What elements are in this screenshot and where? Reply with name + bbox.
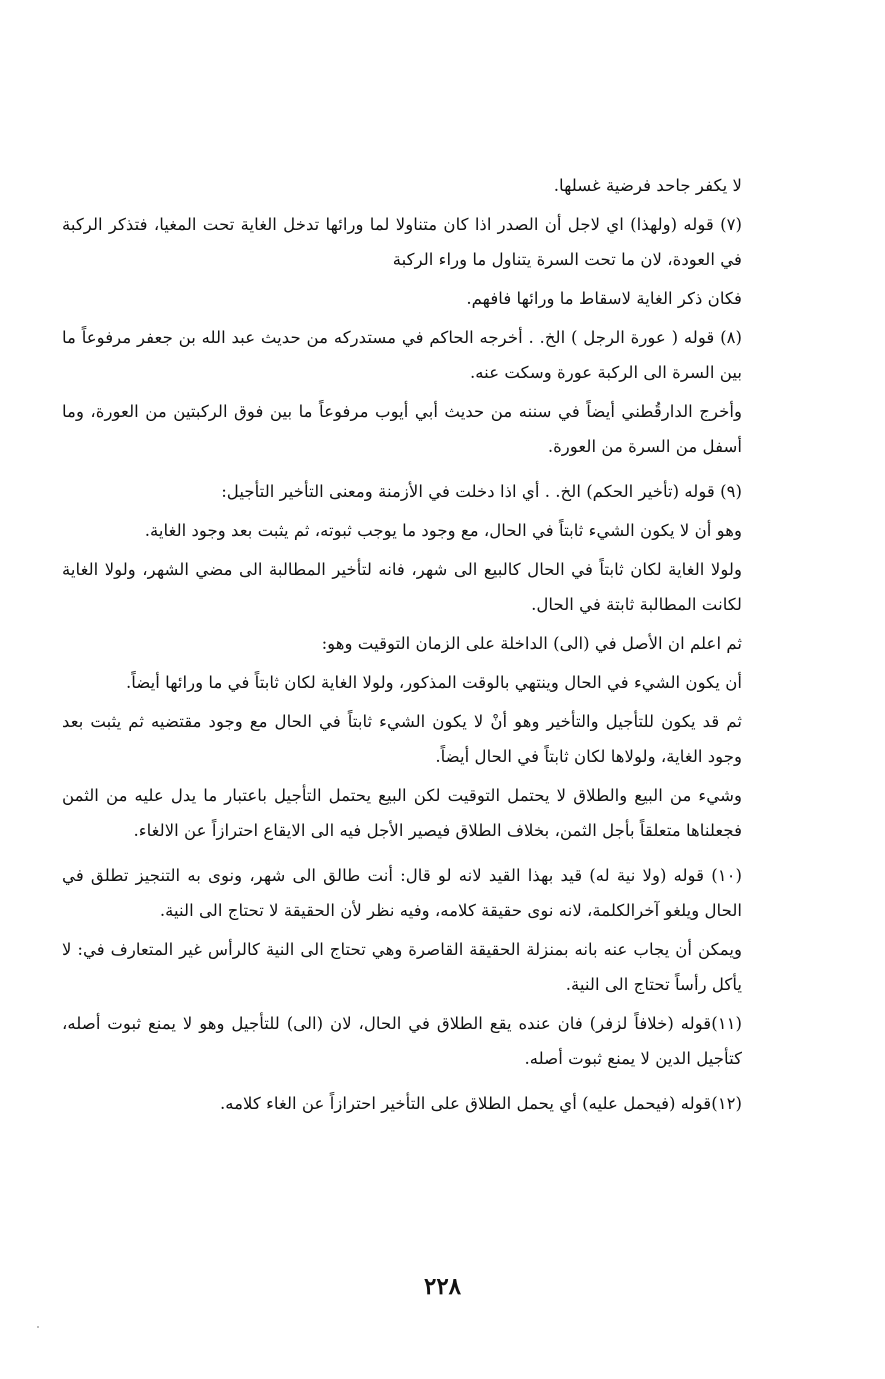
note-7-conclusion: فكان ذكر الغاية لاسقاط ما ورائها فافهم.	[466, 289, 742, 308]
note-9: (٩) قوله (تأخير الحكم) الخ. . أي اذا دخلت في الأزمنة ومعنى التأخير التأجيل:	[221, 482, 742, 501]
note-10: (١٠) قوله (ولا نية له) قيد بهذا القيد لانه لو قال: أنت طالق الى شهر، ونوى به التنجيز تطلق في الحال ويلغو آخرالكلمة، لانه نوى حقيقة كلامه، وفيه نظر لأن الحقيقة لا تحتاج الى النية.	[62, 866, 742, 920]
note-9-sale-divorce: وشيء من البيع والطلاق لا يحتمل التوقيت لكن البيع يحتمل التأجيل باعتبار ما يدل عليه من الثمن فجعلناها متعلقاً بأجل الثمن، بخلاف الطلاق فيصير الأجل فيه الى الايقاع احترازاً عن الالغاء.	[62, 786, 742, 840]
note-8-daraqutni: وأخرج الدارقُطني أيضاً في سننه من حديث أبي أيوب مرفوعاً ما بين فوق الركبتين من العورة، وما أسفل من السرة من العورة.	[62, 402, 742, 456]
note-12: (١٢)قوله (فيحمل عليه) أي يحمل الطلاق على التأخير احترازاً عن الغاء كلامه.	[219, 1094, 742, 1113]
note-9-example: ولولا الغاية لكان ثابتاً في الحال كالبيع الى شهر، فانه لتأخير المطالبة الى مضي الشهر، ولولا الغاية لكانت المطالبة ثابتة في الحال.	[62, 560, 742, 614]
note-9-principle: ثم اعلم ان الأصل في (الى) الداخلة على الزمان التوقيت وهو:	[321, 634, 742, 653]
note-9-principle-detail: أن يكون الشيء في الحال وينتهي بالوقت المذكور، ولولا الغاية لكان ثابتاً في ما ورائها أيضاً.	[125, 673, 742, 692]
note-9-deferral: ثم قد يكون للتأجيل والتأخير وهو أنْ لا يكون الشيء ثابتاً في الحال مع وجود مقتضيه ثم يثبت بعد وجود الغاية، ولولاها لكان ثابتاً في الحال أيضاً.	[62, 712, 742, 766]
paragraph-1: لا يكفر جاحد فرضية غسلها.	[553, 176, 742, 195]
scan-speck	[37, 1326, 39, 1328]
note-11: (١١)قوله (خلافاً لزفر) فان عنده يقع الطلاق في الحال، لان (الى) للتأجيل وهو لا يمنع ثبوت أصله، كتأجيل الدين لا يمنع ثبوت أصله.	[62, 1014, 742, 1068]
note-7: (٧) قوله (ولهذا) اي لاجل أن الصدر اذا كان متناولا لما ورائها تدخل الغاية تحت المغيا، فتذكر الركبة في العودة، لان ما تحت السرة يتناول ما وراء الركبة	[62, 215, 742, 269]
note-8: (٨) قوله ( عورة الرجل ) الخ. . أخرجه الحاكم في مستدركه من حديث عبد الله بن جعفر مرفوعاً ما بين السرة الى الركبة عورة وسكت عنه.	[62, 328, 742, 382]
note-10-answer: ويمكن أن يجاب عنه بانه بمنزلة الحقيقة القاصرة وهي تحتاج الى النية كالرأس غير المتعارف في: لا يأكل رأساً تحتاج الى النية.	[62, 940, 742, 994]
note-9-definition: وهو أن لا يكون الشيء ثابتاً في الحال، مع وجود ما يوجب ثبوته، ثم يثبت بعد وجود الغاية.	[144, 521, 742, 540]
page-number: ٢٢٨	[423, 1273, 462, 1300]
commentary-text	[62, 168, 742, 1125]
